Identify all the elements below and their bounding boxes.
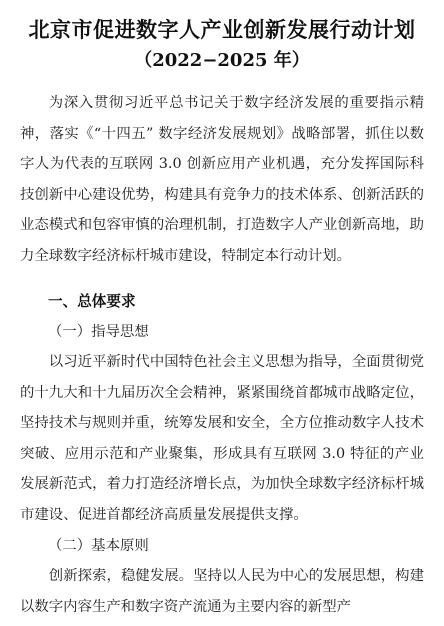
section-heading-general-requirements: 一、总体要求 — [48, 293, 136, 310]
principle-text: 坚持以人民为中心的发展思想，构建以数字内容生产和数字资产流通为主要内容的新型产 — [20, 568, 424, 615]
principle-paragraph — [20, 561, 424, 622]
guiding-ideology-paragraph: 以习近平新时代中国特色社会主义思想为指导，全面贯彻党的十九大和十九届历次全会精神，紧紧围绕首都城市战略定位，坚持技术与规则并重，统筹发展和安全，全方位推动数字人技术突破、应用示范和产业聚集，形成具有互联网 3.0 特征的产业发展新范式，着力打造经济增长点，为加快全球数字经济标杆城市建设、促进首都经济高质量发展提供支撑。 — [20, 354, 424, 523]
subsection-heading-basic-principles: （二）基本原则 — [48, 538, 149, 554]
document-subtitle: （2022−2025 年） — [134, 50, 310, 71]
document-title: 北京市促进数字人产业创新发展行动计划 — [28, 17, 416, 42]
intro-paragraph: 为深入贯彻习近平总书记关于数字经济发展的重要指示精神，落实《“十四五” 数字经济发展规划》战略部署，抓住以数字人为代表的互联网 3.0 创新应用产业机遇，充分发挥国际科技创新中心建设优势，构建具有竞争力的技术体系、创新活跃的业态模式和包容审慎的治理机制，打造数字人产业创新高地，助力全球数字经济标杆城市建设，特制定本行动计划。 — [20, 95, 424, 264]
principle-lead: 创新探索，稳健发展。 — [48, 568, 194, 584]
subsection-heading-guiding-ideology: （一）指导思想 — [48, 324, 149, 340]
